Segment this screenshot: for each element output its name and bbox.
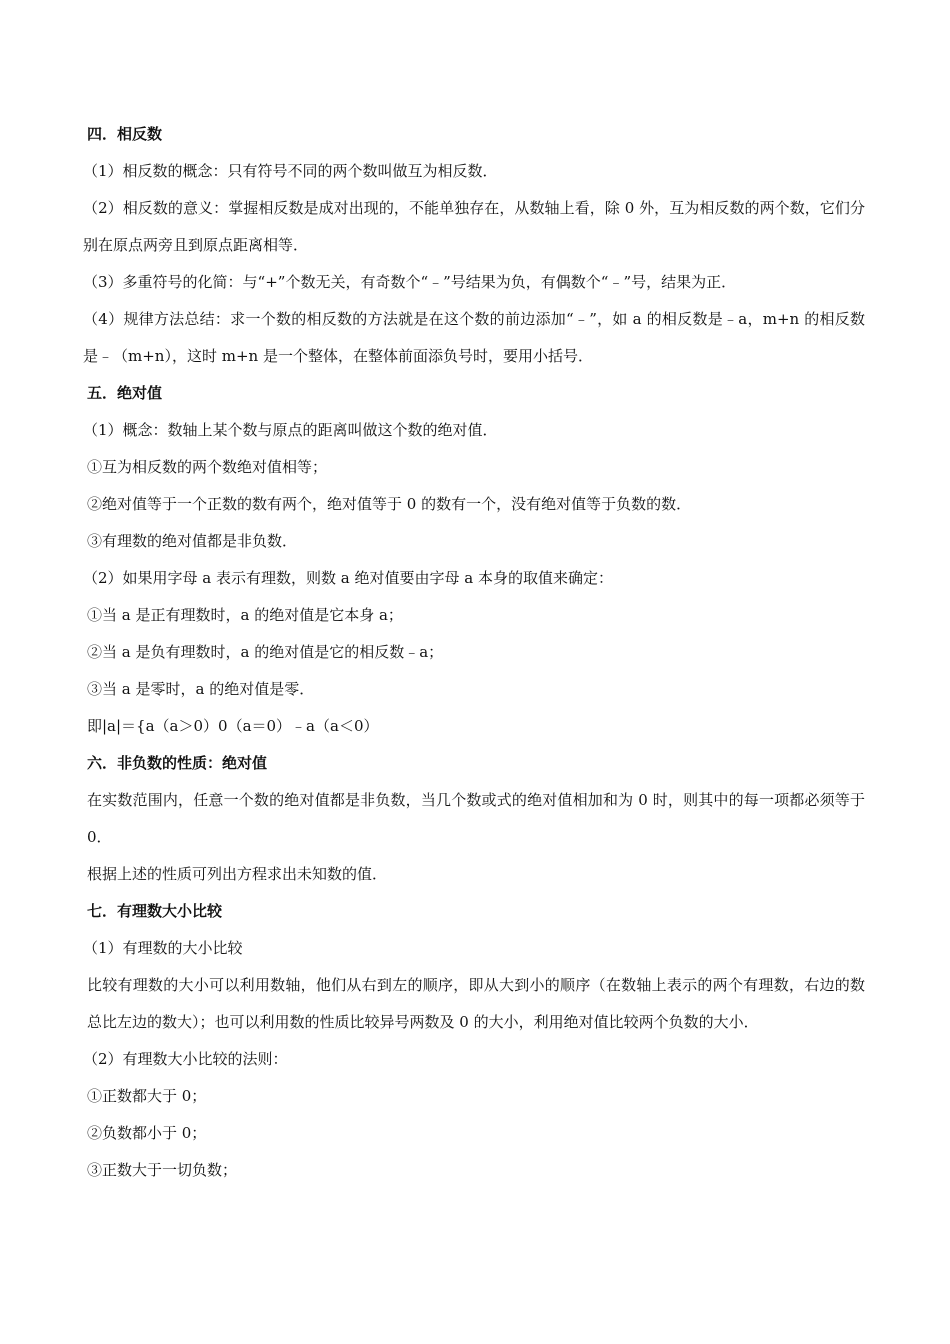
paragraph: （2）有理数大小比较的法则： (83, 1050, 288, 1068)
list-item: ②当 a 是负有理数时，a 的绝对值是它的相反数﹣a； (87, 643, 444, 661)
list-item: ①正数都大于 0； (87, 1087, 207, 1105)
list-item: ①当 a 是正有理数时，a 的绝对值是它本身 a； (87, 606, 403, 624)
paragraph: 在实数范围内，任意一个数的绝对值都是非负数，当几个数或式的绝对值相加和为 0 时，则其中的每一项都必须等于 0． (87, 791, 865, 846)
list-item: ③当 a 是零时，a 的绝对值是零． (87, 680, 315, 698)
list-item: ①互为相反数的两个数绝对值相等； (87, 458, 328, 476)
paragraph: 根据上述的性质可列出方程求出未知数的值． (87, 865, 388, 883)
section-heading-non-negative-property: 六．非负数的性质：绝对值 (87, 754, 268, 772)
list-item: ②负数都小于 0； (87, 1124, 207, 1142)
paragraph: （1）概念：数轴上某个数与原点的距离叫做这个数的绝对值． (83, 421, 498, 439)
formula: 即|a|＝{a（a＞0）0（a＝0）﹣a（a＜0） (87, 717, 379, 735)
list-item: ②绝对值等于一个正数的数有两个，绝对值等于 0 的数有一个，没有绝对值等于负数的数． (87, 495, 692, 513)
section-heading-opposite-numbers: 四．相反数 (87, 125, 163, 143)
paragraph: （2）如果用字母 a 表示有理数，则数 a 绝对值要由字母 a 本身的取值来确定： (83, 569, 613, 587)
section-heading-absolute-value: 五．绝对值 (87, 384, 163, 402)
list-item: ③有理数的绝对值都是非负数． (87, 532, 298, 550)
paragraph: （3）多重符号的化简：与“+”个数无关，有奇数个“﹣”号结果为负，有偶数个“﹣”号，结果为正． (83, 273, 737, 291)
paragraph: （2）相反数的意义：掌握相反数是成对出现的，不能单独存在，从数轴上看，除 0 外，互为相反数的两个数，它们分别在原点两旁且到原点距离相等． (83, 199, 865, 254)
list-item: ③正数大于一切负数； (87, 1161, 238, 1179)
paragraph: 比较有理数的大小可以利用数轴，他们从右到左的顺序，即从大到小的顺序（在数轴上表示的两个有理数，右边的数总比左边的数大）；也可以利用数的性质比较异号两数及 0 的大小，利用绝对值比较两个负数的大小． (87, 976, 865, 1031)
paragraph: （1）有理数的大小比较 (83, 939, 243, 957)
section-heading-rational-comparison: 七．有理数大小比较 (87, 902, 223, 920)
paragraph: （1）相反数的概念：只有符号不同的两个数叫做互为相反数． (83, 162, 498, 180)
paragraph: （4）规律方法总结：求一个数的相反数的方法就是在这个数的前边添加“﹣”，如 a 的相反数是﹣a，m+n 的相反数是﹣（m+n），这时 m+n 是一个整体，在整体前面添负号时，要用小括号． (83, 310, 865, 365)
document-page (83, 116, 865, 1189)
